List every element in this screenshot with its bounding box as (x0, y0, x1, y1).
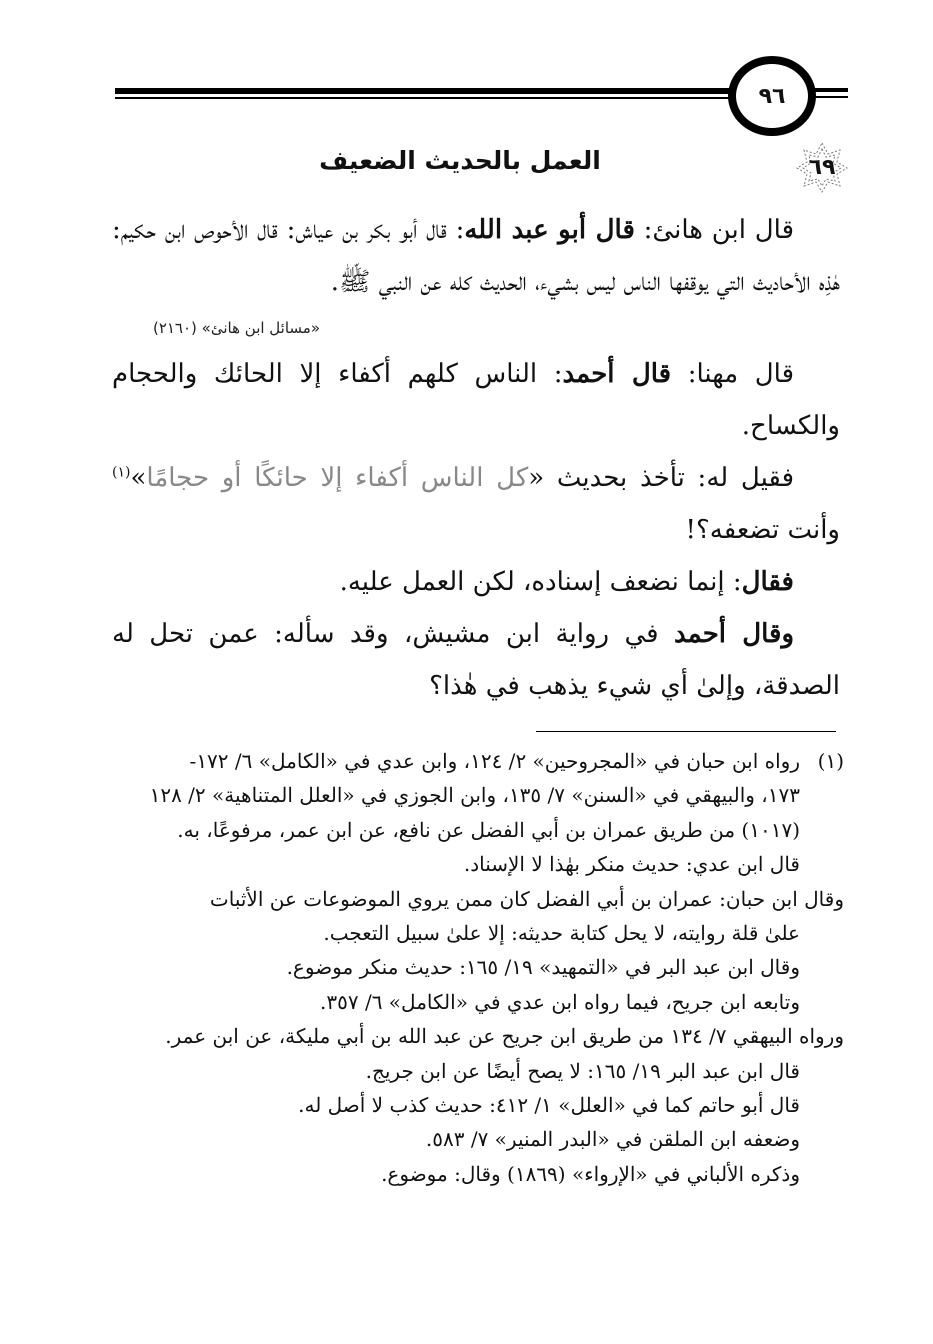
source-citation: «مسائل ابن هانئ» (٢١٦٠) (152, 319, 320, 337)
paragraph (112, 204, 840, 308)
footnote-line: وذكره الألباني في «الإرواء» (١٨٦٩) وقال: موضوع. (381, 1161, 800, 1186)
footnote-line: قال أبو حاتم كما في «العلل» ١/ ٤١٢: حديث كذب لا أصل له. (298, 1093, 800, 1118)
footnote (112, 744, 844, 778)
bold-phrase: قال أحمد (562, 359, 672, 389)
footnotes (112, 744, 844, 1191)
paragraph (112, 348, 840, 452)
footnote-line: وتابعه ابن جريح، فيما رواه ابن عدي في «الكامل» ٦/ ٣٥٧. (320, 989, 800, 1014)
page-number: ٩٦ (758, 83, 786, 109)
main-text (112, 204, 840, 712)
page-number-badge (728, 56, 816, 136)
text-run: » (130, 463, 147, 493)
footnote-line: علىٰ قلة روايته، لا يحل كتابة حديثه: إلا علىٰ سبيل التعجب. (323, 921, 800, 946)
header-rule-thin (115, 97, 735, 99)
text-run: فقيل له: تأخذ بحديث « (528, 463, 794, 493)
text-run: قال مهنا: (671, 359, 794, 389)
footnote-line: وضعفه ابن الملقن في «البدر المنير» ٧/ ٥٨٣. (425, 1127, 800, 1152)
footnote-divider (536, 731, 836, 732)
footnote-reference[interactable]: (١) (112, 464, 131, 481)
footnote-line: قال ابن عبد البر ١٩/ ١٦٥: لا يصح أيضًا عن ابن جريج. (365, 1058, 800, 1083)
footnote-line: رواه ابن حبان في «المجروحين» ٢/ ١٢٤، وابن عدي في «الكامل» ٦/ ١٧٢- (189, 749, 800, 773)
text-run: وأنت تضعفه؟! (685, 515, 840, 545)
footnote-line: وقال ابن عبد البر في «التمهيد» ١٩/ ١٦٥: حديث منكر موضوع. (286, 955, 800, 980)
bold-phrase: فقال (741, 567, 794, 597)
text-run: قال ابن هانئ: (634, 215, 795, 245)
entry-number-ornament (794, 140, 850, 194)
footnote-line: وقال ابن حبان: عمران بن أبي الفضل كان ممن يروي الموضوعات عن الأثبات (209, 886, 844, 911)
paragraph (112, 556, 840, 608)
entry-number: ٦٩ (808, 154, 836, 180)
section-title: العمل بالحديث الضعيف (319, 146, 601, 175)
paragraph (112, 608, 840, 712)
text-run: : إنما نضعف إسناده، لكن العمل عليه. (339, 567, 742, 597)
text-run: : الناس كلهم أكفاء إلا الحائك والحجام والكساح. (112, 359, 840, 441)
text-run: : قال أبو بكر بن عياش: قال الأحوص ابن حكيم: هٰذِه الأحاديث التي يوقفها الناس ليس بشيء، الحديث كله عن النبي ﷺ. (112, 215, 840, 297)
bold-phrase: قال أبو عبد الله (464, 215, 635, 245)
quoted-hadith: كل الناس أكفاء إلا حائكًا أو حجامًا (146, 463, 529, 493)
bold-phrase: وقال أحمد (674, 619, 794, 649)
header-rule (115, 88, 735, 94)
text-run: في رواية ابن مشيش، وقد سأله: عمن تحل له الصدقة، وإلىٰ أي شيء يذهب في هٰذا؟ (112, 619, 840, 701)
footnote-mark: (١) (817, 749, 844, 773)
footnote-line: ١٧٣، والبيهقي في «السنن» ٧/ ١٣٥، وابن الجوزي في «العلل المتناهية» ٢/ ١٢٨ (149, 783, 800, 808)
paragraph (112, 452, 840, 556)
footnote-line: ورواه البيهقي ٧/ ١٣٤ من طريق ابن جريح عن عبد الله بن أبي مليكة، عن ابن عمر. (165, 1024, 844, 1049)
footnote-line: (١٠١٧) من طريق عمران بن أبي الفضل عن نافع، عن ابن عمر، مرفوعًا، به. (177, 817, 800, 842)
footnote-line: قال ابن عدي: حديث منكر بهٰذا لا الإسناد. (463, 852, 800, 877)
